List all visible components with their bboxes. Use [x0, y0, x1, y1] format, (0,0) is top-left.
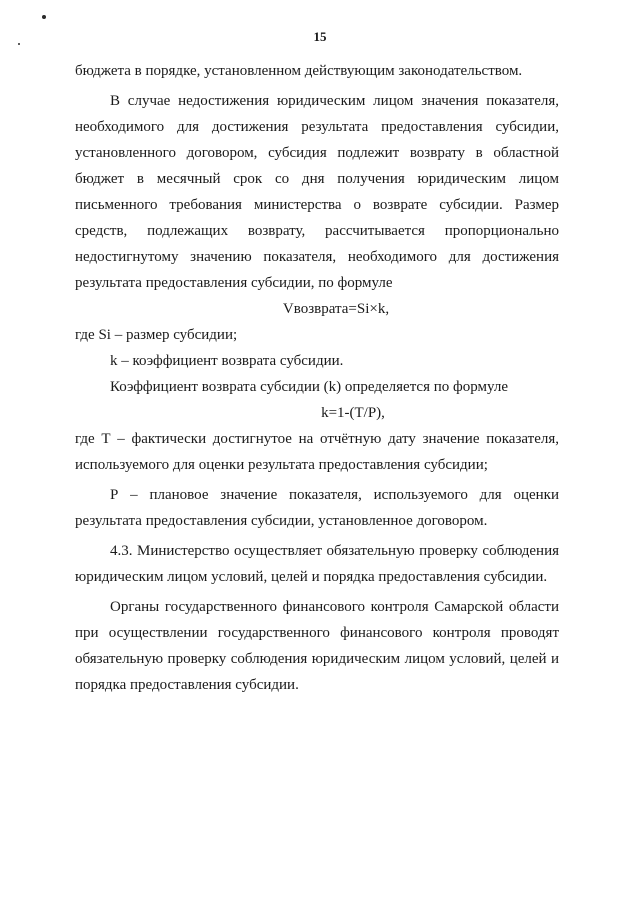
- paragraph-coefficient-intro: Коэффициент возврата субсидии (k) определяется по формуле: [110, 379, 508, 395]
- definition-si: где Si – размер субсидии;: [75, 327, 238, 343]
- paragraph-financial-control: Органы государственного финансового контроля Самарской области при осуществлении государственного финансового контроля проводят обязательную проверку соблюдения юридическим лицом условий, целей и порядка предоставления субсидии.: [75, 599, 559, 693]
- formula-coefficient: k=1-(T/P),: [321, 405, 385, 421]
- document-body: [75, 58, 559, 698]
- formula-refund-amount: Vвозврата=Si×k,: [282, 301, 390, 317]
- page-number: 15: [313, 29, 327, 44]
- paragraph-4-3: 4.3. Министерство осуществляет обязательную проверку соблюдения юридическим лицом условий, целей и порядка предоставления субсидии.: [75, 543, 559, 585]
- definition-t: где Т – фактически достигнутое на отчётную дату значение показателя, используемого для оценки результата предоставления субсидии;: [75, 431, 559, 473]
- scan-speck: [42, 15, 46, 19]
- paragraph-refund-conditions: В случае недостижения юридическим лицом значения показателя, необходимого для достижения результата предоставления субсидии, установленного договором, субсидия подлежит возврату в областной бюджет в месячный срок со дня получения юридическим лицом письменного требования министерства о возврате субсидии. Размер средств, подлежащих возврату, рассчитывается пропорционально недостигнутому значению показателя, необходимого для достижения результата предоставления субсидии, по формуле: [75, 93, 559, 291]
- definition-k: k – коэффициент возврата субсидии.: [110, 353, 344, 369]
- paragraph-budget-continuation: бюджета в порядке, установленном действующим законодательством.: [75, 63, 523, 79]
- definition-p: Р – плановое значение показателя, используемого для оценки результата предоставления субсидии, установленное договором.: [75, 487, 559, 529]
